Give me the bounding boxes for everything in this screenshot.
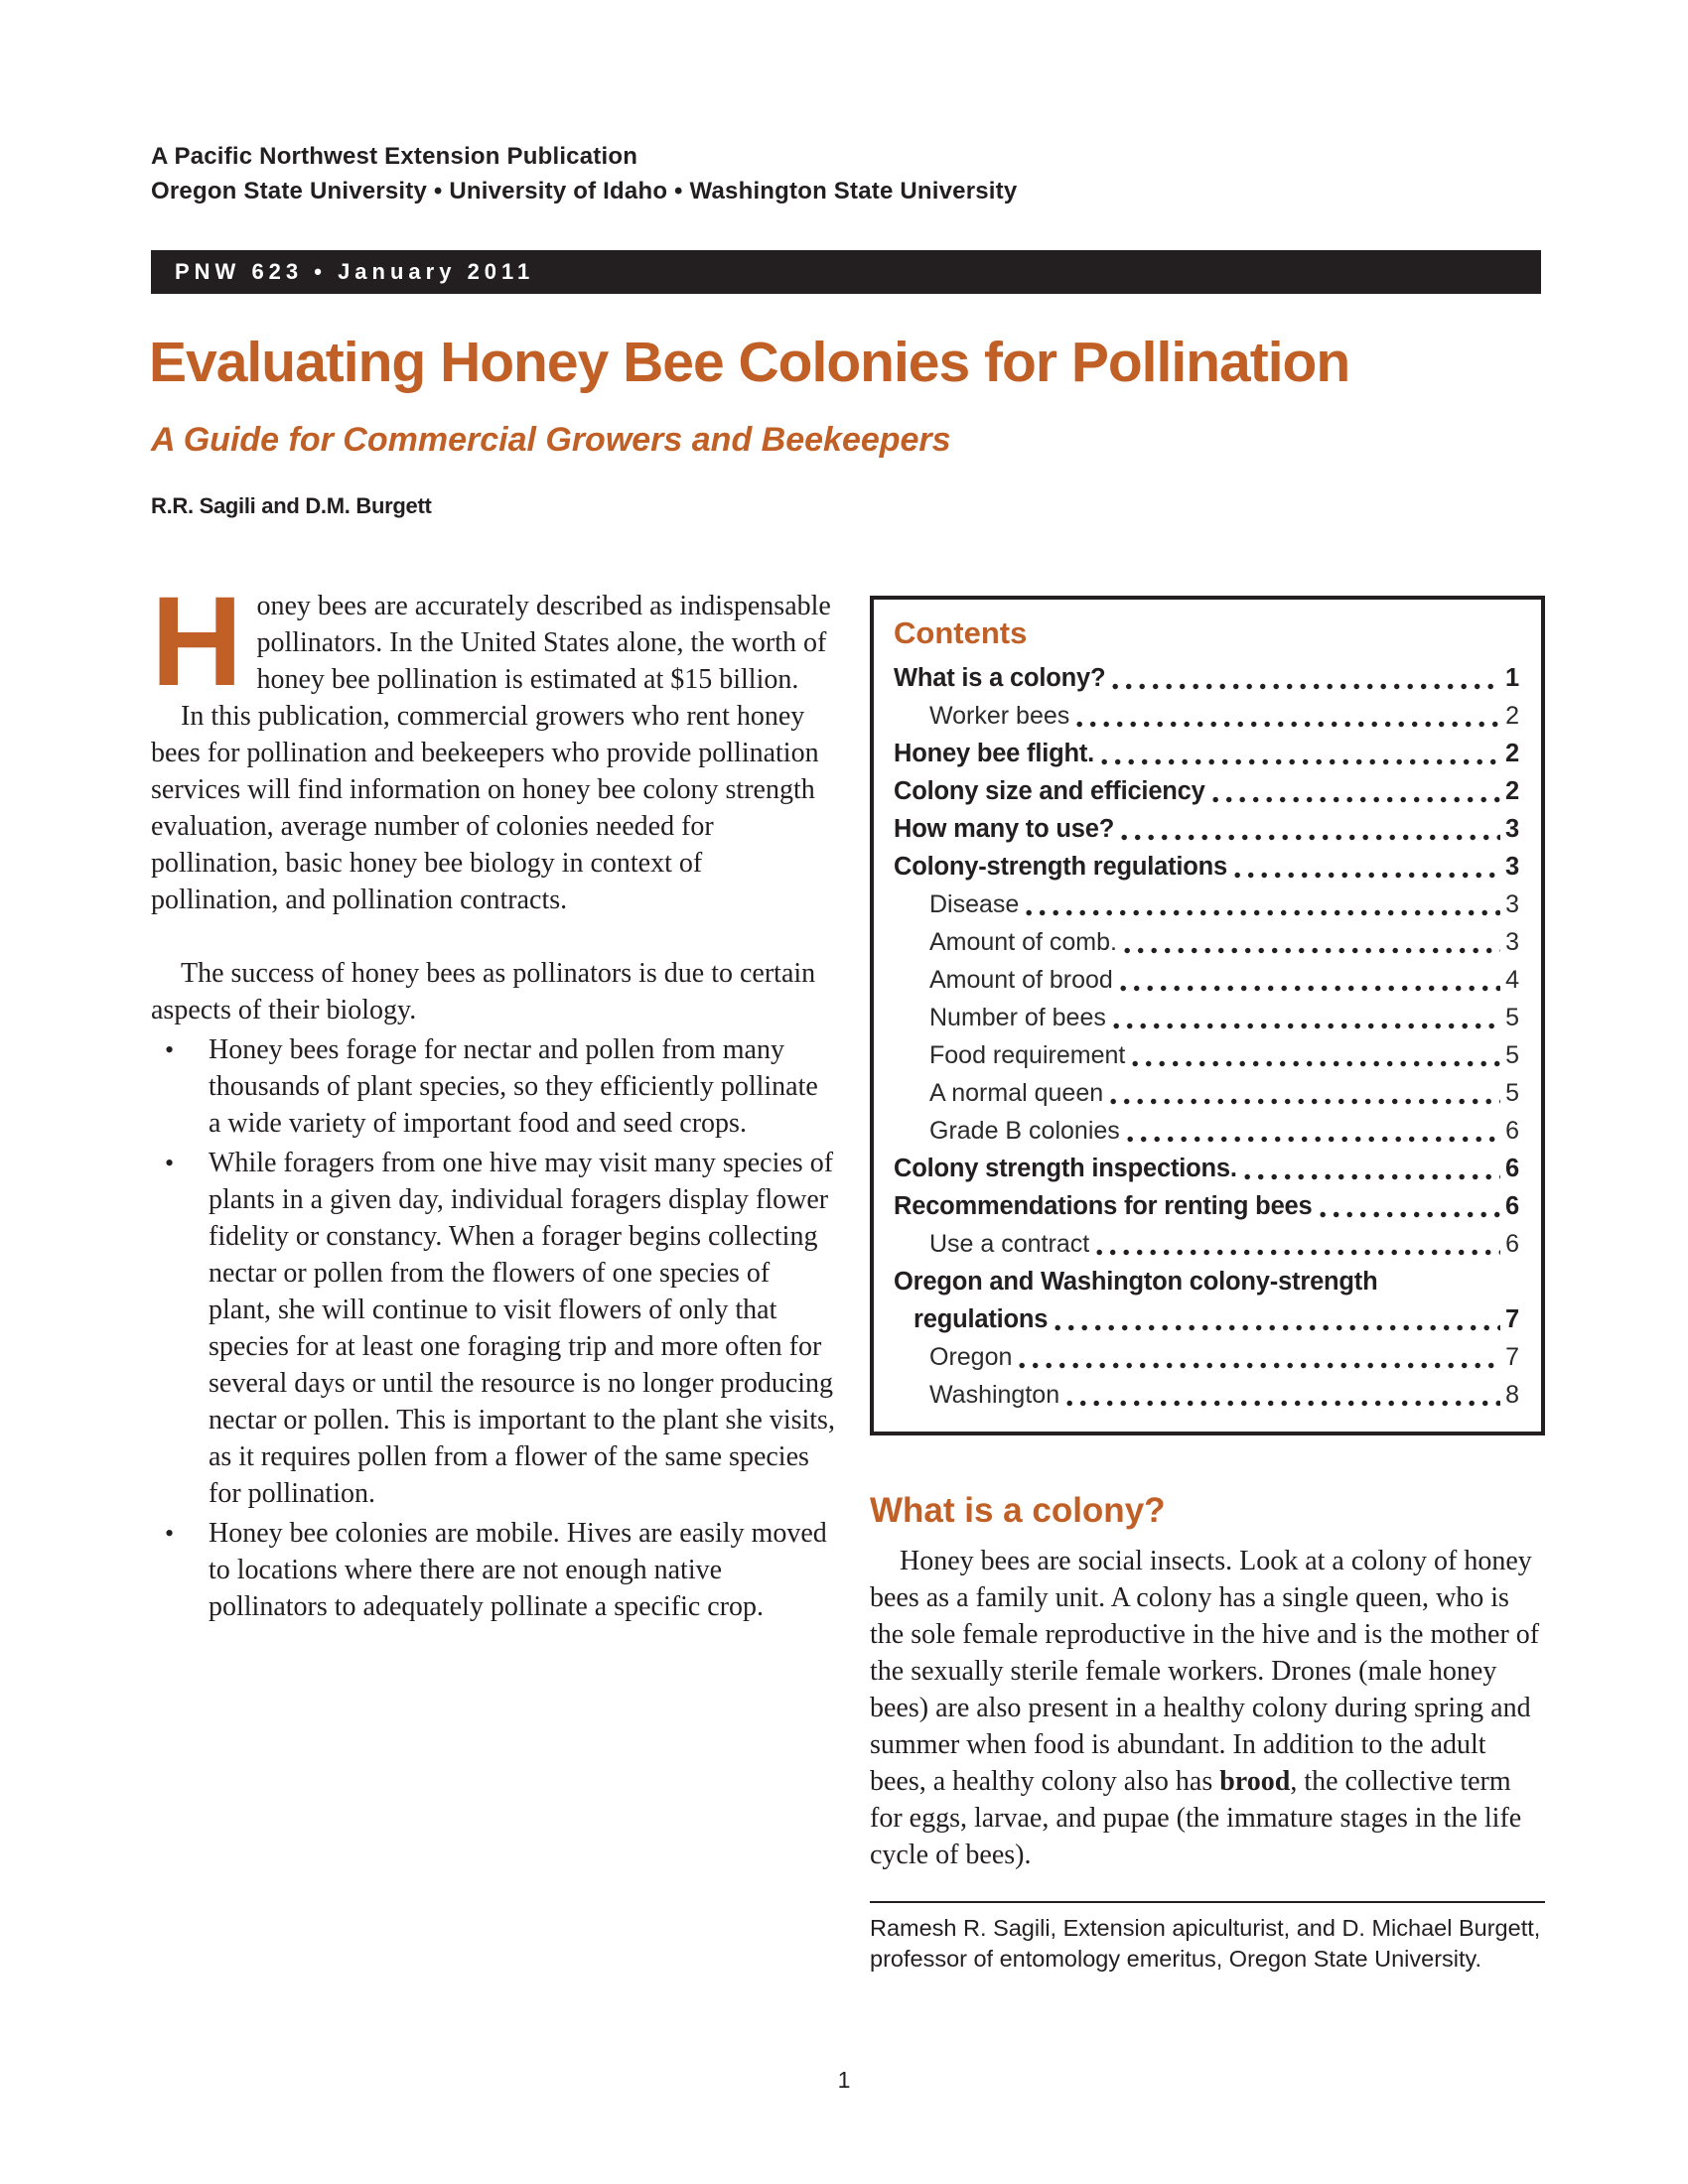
paragraph-text: , the collective term for eggs, larvae, and pupae (the immature stages in the life cycle of bees). [870,1766,1522,1870]
dot-leader [1055,1324,1500,1331]
dot-leader [1234,872,1500,879]
dot-leader [1127,1136,1500,1143]
toc-entry-worker-bees: Worker bees 2 [929,702,1519,730]
toc-entry-or-wa-regulations-line2: regulations 7 [914,1305,1519,1333]
dot-leader [1132,1060,1500,1067]
masthead [151,139,1541,208]
toc-entry-amount-of-comb: Amount of comb. 3 [929,928,1519,956]
toc-entry-grade-b-colonies: Grade B colonies 6 [929,1117,1519,1145]
toc-entry-use-a-contract: Use a contract 6 [929,1230,1519,1258]
intro-paragraph-text: oney bees are accurately described as indispensable pollinators. In the United States alone, the worth of honey bee pollination is estimated at $15 billion. [256,591,831,695]
author-footnote [870,1901,1545,1975]
what-is-colony-paragraph [870,1543,1545,1873]
dot-leader [1121,834,1500,841]
page-subtitle: A Guide for Commercial Growers and Beekeepers [151,421,951,459]
banner-text: PNW 623 • January 2011 [175,259,535,284]
biology-intro-paragraph: The success of honey bees as pollinators is due to certain aspects of their biology. [151,958,816,1025]
toc-entry-number-of-bees: Number of bees 5 [929,1004,1519,1031]
list-item [151,1031,836,1142]
publication-type-label: A Pacific Northwest Extension Publication [151,143,638,170]
dot-leader [1124,947,1500,954]
bullet-text: While foragers from one hive may visit many species of plants in a given day, individual foragers display flower fidelity or constancy. When a forager begins collecting nectar or pollen from the flowers of one species of plant, she will continue to visit flowers of only that species for at least one foraging trip and more often for several days or until the resource is no longer producing nectar or pollen. This is important to the plant she visits, as it requires pollen from a flower of the same species for pollination. [209,1148,835,1509]
toc-entry-how-many-to-use: How many to use? 3 [894,815,1519,843]
toc-entry-amount-of-brood: Amount of brood 4 [929,966,1519,994]
dot-leader [1212,796,1500,803]
toc-entry-colony-strength-inspections: Colony strength inspections. 6 [894,1155,1519,1182]
dot-leader [1112,683,1500,690]
toc-entry-a-normal-queen: A normal queen 5 [929,1079,1519,1107]
dot-leader [1320,1211,1501,1218]
page-title: Evaluating Honey Bee Colonies for Pollination [149,331,1350,394]
toc-entry-washington: Washington 8 [929,1381,1519,1409]
publication-scope-paragraph: In this publication, commercial growers who rent honey bees for pollination and beekeepers who provide pollination services will find information on honey bee colony strength evaluation, average number of colonies needed for pollination, basic honey bee biology in context of pollination, and pollination contracts. [151,701,819,915]
dot-leader [1120,985,1500,992]
bullet-icon: • [165,1035,175,1064]
right-column [870,596,1545,1975]
paragraph-text: Honey bees are social insects. Look at a colony of honey bees as a family unit. A colony has a single queen, who is the sole female reproductive in the hive and is the mother of the sexually sterile female workers. Drones (male honey bees) are also present in a healthy colony during spring and summer when food is abundant. In addition to the adult bees, a healthy colony also has [870,1546,1540,1797]
dot-leader [1076,721,1500,728]
dot-leader [1026,909,1500,916]
dropcap-letter: H [151,571,243,713]
section-heading-what-is-a-colony: What is a colony? [870,1491,1166,1530]
bold-term-brood: brood [1219,1766,1291,1797]
dot-leader [1244,1173,1500,1180]
left-column [151,571,836,1625]
toc-entry-food-requirement: Food requirement 5 [929,1041,1519,1069]
dot-leader [1019,1362,1500,1369]
bullet-icon: • [165,1519,175,1548]
toc-entry-colony-size-efficiency: Colony size and efficiency 2 [894,777,1519,805]
toc-entry-oregon: Oregon 7 [929,1343,1519,1371]
publication-number-banner [151,250,1541,294]
bullet-text: Honey bee colonies are mobile. Hives are easily moved to locations where there are not enough native pollinators to adequately pollinate a specific crop. [209,1518,827,1622]
toc-entry-honey-bee-flight: Honey bee flight. 2 [894,740,1519,767]
contents-heading: Contents [894,615,1028,650]
toc-entry-or-wa-regulations-line1: Oregon and Washington colony-strength [894,1268,1378,1296]
footnote-text: Ramesh R. Sagili, Extension apiculturist, and D. Michael Burgett, professor of entomology emeritus, Oregon State University. [870,1915,1541,1972]
dot-leader [1066,1400,1500,1407]
list-item [151,1515,836,1625]
toc-entry-what-is-a-colony: What is a colony? 1 [894,664,1519,692]
university-list: Oregon State University • University of Idaho • Washington State University [151,178,1018,205]
dot-leader [1113,1023,1500,1029]
biology-bullet-list [151,1031,836,1625]
authors-byline: R.R. Sagili and D.M. Burgett [151,493,432,518]
toc-entry-colony-strength-regulations: Colony-strength regulations 3 [894,853,1519,881]
bullet-icon: • [165,1149,175,1177]
bullet-text: Honey bees forage for nectar and pollen from many thousands of plant species, so they efficiently pollinate a wide variety of important food and seed crops. [209,1034,818,1139]
dot-leader [1110,1098,1500,1105]
contents-box [870,596,1545,1435]
toc-entry-recommendations-renting-bees: Recommendations for renting bees 6 [894,1192,1519,1220]
dot-leader [1096,1249,1500,1256]
toc-entry-disease: Disease 3 [929,890,1519,918]
dot-leader [1101,758,1500,765]
page-number: 1 [837,2067,851,2093]
intro-paragraph [151,571,836,713]
list-item [151,1145,836,1512]
